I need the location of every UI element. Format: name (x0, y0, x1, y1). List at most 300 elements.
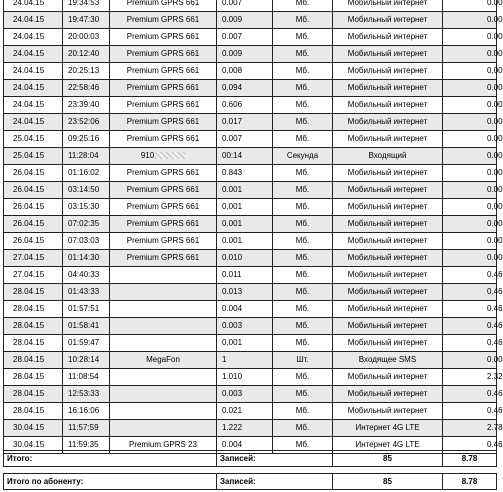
cost-text: 0.00 (487, 66, 503, 75)
date-cell (4, 301, 63, 318)
date-cell (4, 12, 63, 29)
time-text: 01:59:47 (68, 338, 100, 347)
quantity-cell (217, 403, 273, 420)
date-cell (4, 267, 63, 284)
date-text: 25.04.15 (13, 134, 45, 143)
quantity-text: 0.003 (222, 321, 243, 330)
quantity-text: 0.011 (222, 270, 242, 279)
number-text: Premium GPRS 661 (126, 117, 200, 126)
date-cell (4, 420, 63, 437)
time-cell (63, 131, 110, 148)
number-cell (110, 12, 217, 29)
number-cell (110, 403, 217, 420)
table-row (4, 369, 497, 386)
date-text: 28.04.15 (13, 338, 45, 347)
quantity-cell (217, 386, 273, 403)
service-cell (333, 318, 443, 335)
quantity-text: 0.003 (222, 389, 243, 398)
service-text: Мобильный интернет (347, 134, 428, 143)
time-cell (63, 182, 110, 199)
cost-text: 0.00 (487, 100, 503, 109)
date-text: 24.04.15 (13, 100, 45, 109)
unit-cell (273, 80, 333, 97)
quantity-cell (217, 420, 273, 437)
date-cell (4, 369, 63, 386)
cost-cell (443, 148, 503, 165)
time-text: 23:39:40 (68, 100, 100, 109)
unit-text: Мб. (295, 185, 310, 194)
time-cell (63, 267, 110, 284)
table-row (4, 131, 497, 148)
date-cell (4, 0, 63, 12)
date-cell (4, 216, 63, 233)
date-cell (4, 97, 63, 114)
service-cell (333, 335, 443, 352)
quantity-text: 0.021 (222, 406, 243, 415)
number-cell (110, 199, 217, 216)
number-text: Premium GPRS 661 (126, 32, 200, 41)
date-text: 24.04.15 (13, 0, 45, 7)
number-cell (110, 29, 217, 46)
time-text: 03:15:30 (68, 202, 100, 211)
date-text: 28.04.15 (13, 389, 45, 398)
quantity-text: 0.001 (222, 219, 243, 228)
unit-cell (273, 352, 333, 369)
total-label: Итого: (4, 451, 217, 467)
unit-cell (273, 267, 333, 284)
service-cell (333, 284, 443, 301)
table-row (4, 284, 497, 301)
cost-cell (443, 403, 503, 420)
cost-cell (443, 386, 503, 403)
service-cell (333, 0, 443, 12)
unit-cell (273, 182, 333, 199)
service-cell (333, 131, 443, 148)
cost-text: 0.46 (487, 338, 503, 347)
time-text: 01:14:30 (68, 253, 100, 262)
time-cell (63, 12, 110, 29)
date-text: 24.04.15 (13, 32, 45, 41)
service-text: Входящее SMS (358, 355, 417, 364)
time-text: 20:12:40 (68, 49, 100, 58)
unit-cell (273, 199, 333, 216)
cost-text: 0.46 (487, 440, 503, 449)
date-cell (4, 80, 63, 97)
number-text: Premium GPRS 661 (126, 134, 200, 143)
number-text: Premium GPRS 661 (126, 83, 200, 92)
unit-text: Мб. (295, 168, 310, 177)
service-cell (333, 182, 443, 199)
date-text: 28.04.15 (13, 406, 45, 415)
cost-text: 0.00 (487, 49, 503, 58)
number-text: Premium GPRS 661 (126, 202, 200, 211)
cost-text: 0.00 (487, 236, 503, 245)
service-cell (333, 386, 443, 403)
unit-cell (273, 216, 333, 233)
unit-cell (273, 29, 333, 46)
quantity-cell (217, 369, 273, 386)
table-row (4, 199, 497, 216)
quantity-cell (217, 233, 273, 250)
time-cell (63, 63, 110, 80)
time-text: 10:28:14 (68, 355, 100, 364)
total-row (3, 450, 497, 467)
service-text: Мобильный интернет (347, 304, 428, 313)
number-cell (110, 284, 217, 301)
date-cell (4, 165, 63, 182)
date-cell (4, 284, 63, 301)
cost-cell (443, 199, 503, 216)
table-row (4, 403, 497, 420)
unit-text: Мб. (295, 134, 310, 143)
cost-text: 0.46 (487, 304, 503, 313)
cost-text: 0.00 (487, 202, 503, 211)
time-cell (63, 80, 110, 97)
quantity-cell (217, 165, 273, 182)
service-cell (333, 80, 443, 97)
date-cell (4, 148, 63, 165)
quantity-text: 0.010 (222, 253, 243, 262)
cost-cell (443, 29, 503, 46)
time-text: 07:02:35 (68, 219, 100, 228)
time-text: 07:03:03 (68, 236, 100, 245)
time-cell (63, 403, 110, 420)
quantity-text: 0.008 (222, 66, 243, 75)
time-text: 23:52:06 (68, 117, 100, 126)
unit-text: Мб. (295, 0, 310, 7)
cost-cell (443, 80, 503, 97)
unit-cell (273, 403, 333, 420)
table-row (4, 80, 497, 97)
unit-text: Мб. (295, 49, 310, 58)
unit-cell (273, 335, 333, 352)
unit-text: Мб. (295, 83, 310, 92)
service-text: Мобильный интернет (347, 270, 428, 279)
time-text: 20:25:13 (68, 66, 100, 75)
date-cell (4, 335, 63, 352)
date-cell (4, 250, 63, 267)
cost-text: 0.00 (487, 0, 503, 7)
quantity-text: 0.001 (222, 185, 243, 194)
table-row (4, 0, 497, 12)
table-row (4, 165, 497, 182)
cost-cell (443, 0, 503, 12)
service-cell (333, 420, 443, 437)
cost-text: 0.00 (487, 134, 503, 143)
cost-cell (443, 63, 503, 80)
quantity-text: 0.001 (222, 338, 243, 347)
time-text: 03:14:50 (68, 185, 100, 194)
time-cell (63, 114, 110, 131)
unit-text: Мб. (295, 304, 310, 313)
unit-text: Мб. (295, 406, 310, 415)
time-text: 11:08:54 (68, 372, 99, 381)
cost-cell (443, 284, 503, 301)
time-text: 16:16:06 (68, 406, 100, 415)
time-cell (63, 165, 110, 182)
number-cell (110, 318, 217, 335)
unit-cell (273, 250, 333, 267)
service-text: Мобильный интернет (347, 338, 428, 347)
quantity-cell (217, 301, 273, 318)
time-text: 12:53:33 (68, 389, 100, 398)
cost-cell (443, 131, 503, 148)
table-row (4, 216, 497, 233)
service-text: Мобильный интернет (347, 406, 428, 415)
quantity-text: 0.606 (222, 100, 243, 109)
cost-text: 0.00 (487, 151, 503, 160)
number-text: MegaFon (146, 355, 180, 364)
time-text: 01:58:41 (68, 321, 100, 330)
date-text: 27.04.15 (13, 270, 45, 279)
quantity-cell (217, 148, 273, 165)
cost-text: 0.00 (487, 83, 503, 92)
date-text: 24.04.15 (13, 117, 45, 126)
service-cell (333, 352, 443, 369)
cost-cell (443, 420, 503, 437)
service-text: Мобильный интернет (347, 168, 428, 177)
table-row (4, 352, 497, 369)
date-text: 26.04.15 (13, 236, 45, 245)
unit-text: Мб. (295, 66, 310, 75)
unit-cell (273, 165, 333, 182)
call-details-table (3, 0, 503, 454)
time-cell (63, 46, 110, 63)
cost-cell (443, 182, 503, 199)
cost-cell (443, 97, 503, 114)
cost-text: 0.46 (487, 389, 503, 398)
unit-text: Мб. (295, 372, 310, 381)
cost-cell (443, 318, 503, 335)
service-cell (333, 12, 443, 29)
time-text: 01:57:51 (68, 304, 100, 313)
unit-cell (273, 233, 333, 250)
cost-text: 0.46 (487, 270, 503, 279)
quantity-cell (217, 63, 273, 80)
number-cell (110, 335, 217, 352)
unit-text: Мб. (295, 117, 310, 126)
service-text: Мобильный интернет (347, 117, 428, 126)
quantity-cell (217, 97, 273, 114)
quantity-cell (217, 114, 273, 131)
cost-text: 0.46 (487, 287, 503, 296)
cost-cell (443, 165, 503, 182)
quantity-text: 0.009 (222, 49, 243, 58)
number-text: Premium GPRS 661 (126, 236, 200, 245)
table-row (4, 29, 497, 46)
date-text: 27.04.15 (13, 253, 45, 262)
cost-cell (443, 369, 503, 386)
quantity-text: 0.001 (222, 236, 243, 245)
cost-text: 0.00 (487, 168, 503, 177)
time-cell (63, 97, 110, 114)
time-cell (63, 301, 110, 318)
cost-cell (443, 46, 503, 63)
cost-cell (443, 267, 503, 284)
number-text: Premium GPRS 661 (126, 100, 200, 109)
service-text: Мобильный интернет (347, 253, 428, 262)
time-text: 01:43:33 (68, 287, 100, 296)
service-text: Мобильный интернет (347, 49, 428, 58)
service-text: Мобильный интернет (347, 321, 428, 330)
service-text: Мобильный интернет (347, 15, 428, 24)
cost-cell (443, 233, 503, 250)
date-cell (4, 199, 63, 216)
number-cell (110, 148, 217, 165)
date-cell (4, 63, 63, 80)
time-cell (63, 284, 110, 301)
date-cell (4, 233, 63, 250)
table-row (4, 267, 497, 284)
date-text: 24.04.15 (13, 66, 45, 75)
total-sum: 8.78 (443, 451, 497, 467)
service-text: Интернет 4G LTE (355, 423, 420, 432)
date-cell (4, 114, 63, 131)
cost-text: 0.00 (487, 219, 503, 228)
cost-text: 2.78 (487, 423, 503, 432)
subscriber-total-row (3, 473, 497, 490)
number-cell (110, 182, 217, 199)
time-cell (63, 386, 110, 403)
number-cell (110, 80, 217, 97)
date-cell (4, 318, 63, 335)
unit-text: Мб. (295, 440, 310, 449)
time-text: 11:28:04 (68, 151, 99, 160)
unit-cell (273, 369, 333, 386)
quantity-text: 0.843 (222, 168, 243, 177)
service-text: Мобильный интернет (347, 83, 428, 92)
table-row (4, 63, 497, 80)
cost-text: 0.00 (487, 117, 503, 126)
quantity-text: 0.004 (222, 440, 243, 449)
unit-text: Мб. (295, 15, 310, 24)
service-cell (333, 148, 443, 165)
time-cell (63, 369, 110, 386)
number-cell (110, 131, 217, 148)
date-cell (4, 182, 63, 199)
cost-cell (443, 301, 503, 318)
time-text: 19:34:53 (68, 0, 100, 7)
quantity-cell (217, 250, 273, 267)
quantity-cell (217, 216, 273, 233)
cost-cell (443, 12, 503, 29)
table-row (4, 386, 497, 403)
cost-cell (443, 335, 503, 352)
date-cell (4, 131, 63, 148)
number-text: Premium GPRS 661 (126, 253, 200, 262)
service-text: Входящий (368, 151, 407, 160)
subscriber-records-count: 85 (333, 474, 443, 490)
quantity-text: 0.013 (222, 287, 243, 296)
unit-text: Мб. (295, 219, 310, 228)
unit-cell (273, 97, 333, 114)
date-text: 30.04.15 (13, 423, 45, 432)
service-cell (333, 403, 443, 420)
number-cell (110, 301, 217, 318)
unit-cell (273, 131, 333, 148)
time-cell (63, 352, 110, 369)
number-text: Premium GPRS 23 (128, 440, 198, 449)
date-cell (4, 403, 63, 420)
quantity-cell (217, 267, 273, 284)
table-row (4, 335, 497, 352)
date-text: 26.04.15 (13, 168, 45, 177)
number-text: Premium GPRS 661 (126, 49, 200, 58)
quantity-cell (217, 182, 273, 199)
cost-cell (443, 352, 503, 369)
quantity-cell (217, 199, 273, 216)
unit-text: Мб. (295, 236, 310, 245)
number-text: Premium GPRS 661 (126, 219, 200, 228)
cost-text: 0.46 (487, 321, 503, 330)
unit-text: Мб. (295, 270, 310, 279)
unit-cell (273, 114, 333, 131)
service-cell (333, 97, 443, 114)
number-text: Premium GPRS 661 (126, 66, 200, 75)
unit-cell (273, 318, 333, 335)
number-text: Premium GPRS 661 (126, 185, 200, 194)
cost-text: 0.46 (487, 406, 503, 415)
cost-text: 0.00 (487, 355, 503, 364)
unit-text: Мб. (295, 338, 310, 347)
quantity-text: 1.222 (222, 423, 243, 432)
service-text: Мобильный интернет (347, 236, 428, 245)
service-text: Мобильный интернет (347, 372, 428, 381)
service-cell (333, 267, 443, 284)
time-text: 04:40:33 (68, 270, 100, 279)
date-text: 24.04.15 (13, 83, 45, 92)
time-cell (63, 29, 110, 46)
unit-cell (273, 46, 333, 63)
number-cell (110, 420, 217, 437)
quantity-cell (217, 352, 273, 369)
service-text: Мобильный интернет (347, 0, 428, 7)
time-cell (63, 318, 110, 335)
number-text: Premium GPRS 661 (126, 168, 200, 177)
date-cell (4, 46, 63, 63)
subscriber-records-label: Записей: (217, 474, 333, 490)
unit-text: Шт. (296, 355, 309, 364)
cost-text: 2.32 (487, 372, 503, 381)
service-cell (333, 114, 443, 131)
number-cell (110, 233, 217, 250)
date-text: 28.04.15 (13, 304, 45, 313)
service-text: Мобильный интернет (347, 185, 428, 194)
table-row (4, 250, 497, 267)
unit-cell (273, 284, 333, 301)
service-cell (333, 301, 443, 318)
table-row (4, 12, 497, 29)
quantity-cell (217, 29, 273, 46)
table-row (4, 114, 497, 131)
cost-text: 0.00 (487, 185, 503, 194)
number-cell (110, 216, 217, 233)
unit-text: Мб. (295, 321, 310, 330)
cost-cell (443, 216, 503, 233)
subscriber-total-sum: 8.78 (443, 474, 497, 490)
time-text: 20:00:03 (68, 32, 100, 41)
quantity-cell (217, 318, 273, 335)
time-text: 01:16:02 (68, 168, 100, 177)
number-cell (110, 114, 217, 131)
service-cell (333, 63, 443, 80)
date-text: 28.04.15 (13, 321, 45, 330)
quantity-cell (217, 284, 273, 301)
service-text: Мобильный интернет (347, 219, 428, 228)
time-text: 11:57:59 (68, 423, 99, 432)
time-cell (63, 148, 110, 165)
date-text: 26.04.15 (13, 202, 45, 211)
